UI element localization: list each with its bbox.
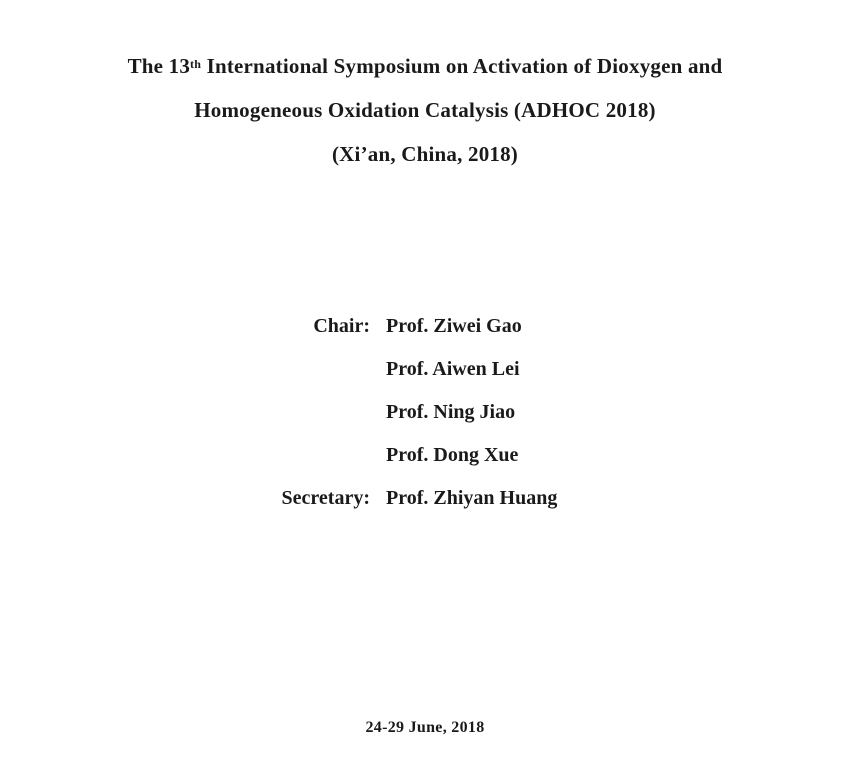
- officer-row: [0, 434, 850, 477]
- officer-name: Prof. Dong Xue: [386, 444, 519, 466]
- officer-name: Prof. Ning Jiao: [386, 401, 516, 423]
- officer-row: [0, 391, 850, 434]
- officer-name: Prof. Aiwen Lei: [386, 358, 520, 380]
- officer-role-label: Chair:: [313, 315, 370, 337]
- officer-row: [0, 348, 850, 391]
- title-line-3: (Xi’an, China, 2018): [331, 142, 519, 166]
- title-line1-superscript: th: [190, 56, 202, 71]
- officer-name: Prof. Ziwei Gao: [386, 315, 522, 337]
- title-line-1: [0, 44, 850, 88]
- event-date: 24-29 June, 2018: [365, 719, 485, 736]
- officer-name: Prof. Zhiyan Huang: [386, 487, 558, 509]
- officer-row: [0, 477, 850, 520]
- title-line1-pre: The 13: [127, 54, 191, 78]
- title-line-2: Homogeneous Oxidation Catalysis (ADHOC 2018): [194, 98, 656, 122]
- title-line1-post: International Symposium on Activation of Dioxygen and: [201, 54, 723, 78]
- document-title: [0, 44, 850, 176]
- officer-role-label: Secretary:: [281, 487, 370, 509]
- officers-list: [0, 305, 850, 520]
- officer-row: [0, 305, 850, 348]
